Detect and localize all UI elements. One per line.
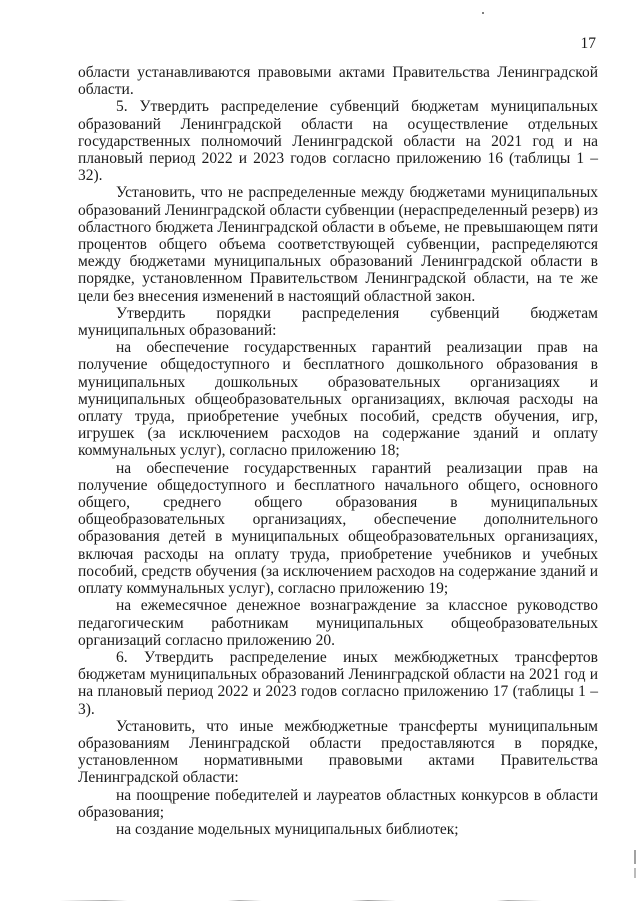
paragraph-procedures-intro: Утвердить порядки распределения субвенций бюджетам муниципальных образований: [78, 304, 598, 340]
scan-edge-mark [634, 850, 636, 864]
paragraph-item-5: 5. Утвердить распределение субвенций бюджетам муниципальных образований Ленинградской области на осуществление отдельных государственных полномочий Ленинградской области на 2021 год и на плановый период 2022 и 2023 годов согласно приложению 16 (таблицы 1 – 32). [78, 98, 598, 185]
page-number: 17 [580, 35, 596, 52]
paragraph-continuation: области устанавливаются правовыми актами Правительства Ленинградской области. [78, 64, 598, 99]
list-item-class-guidance: на ежемесячное денежное вознаграждение за классное руководство педагогическим работникам муниципальных общеобразовательных организаций согласно приложению 20. [78, 597, 598, 649]
scan-speck [482, 12, 484, 14]
list-item-contest-winners: на поощрение победителей и лауреатов областных конкурсов в области образования; [78, 786, 598, 821]
paragraph-item-6: 6. Утвердить распределение иных межбюджетных трансфертов бюджетам муниципальных образований Ленинградской области на 2021 год и на плановый период 2022 и 2023 годов согласно приложению 17 (таблицы 1 – 3). [78, 648, 598, 718]
list-item-general-education: на обеспечение государственных гарантий реализации прав на получение общедоступного и бесплатного начального общего, основного общего, среднего общего образования в муниципальных общеобразовательных организациях, обеспечение дополнительного образования детей в муниципальных общеобразовательных организациях, включая расходы на оплату труда, приобретение учебников и учебных пособий, средств обучения (за исключением расходов на содержание зданий и оплату коммунальных услуг), согласно приложению 19; [78, 459, 598, 598]
scan-edge-mark [634, 868, 636, 878]
document-body [78, 64, 598, 838]
list-item-model-libraries: на создание модельных муниципальных библиотек; [116, 820, 459, 838]
scan-bottom-edge [60, 900, 620, 901]
paragraph-reserve: Установить, что не распределенные между бюджетами муниципальных образований Ленинградской области субвенции (нераспределенный резерв) из областного бюджета Ленинградской области в объеме, не превышающем пяти процентов общего объема соответствующей субвенции, распределяются между бюджетами муниципальных образований Ленинградской области в порядке, установленном Правительством Ленинградской области, на те же цели без внесения изменений в настоящий областной закон. [78, 184, 598, 305]
paragraph-transfers-intro: Установить, что иные межбюджетные трансферты муниципальным образованиям Ленинградской области предоставляются в порядке, установленном нормативными правовыми актами Правительства Ленинградской области: [78, 717, 598, 787]
list-item-preschool: на обеспечение государственных гарантий реализации прав на получение общедоступного и бесплатного дошкольного образования в муниципальных дошкольных образовательных организациях и муниципальных общеобразовательных организациях, включая расходы на оплату труда, приобретение учебных пособий, средств обучения, игр, игрушек (за исключением расходов на содержание зданий и оплату коммунальных услуг), согласно приложению 18; [78, 339, 598, 460]
